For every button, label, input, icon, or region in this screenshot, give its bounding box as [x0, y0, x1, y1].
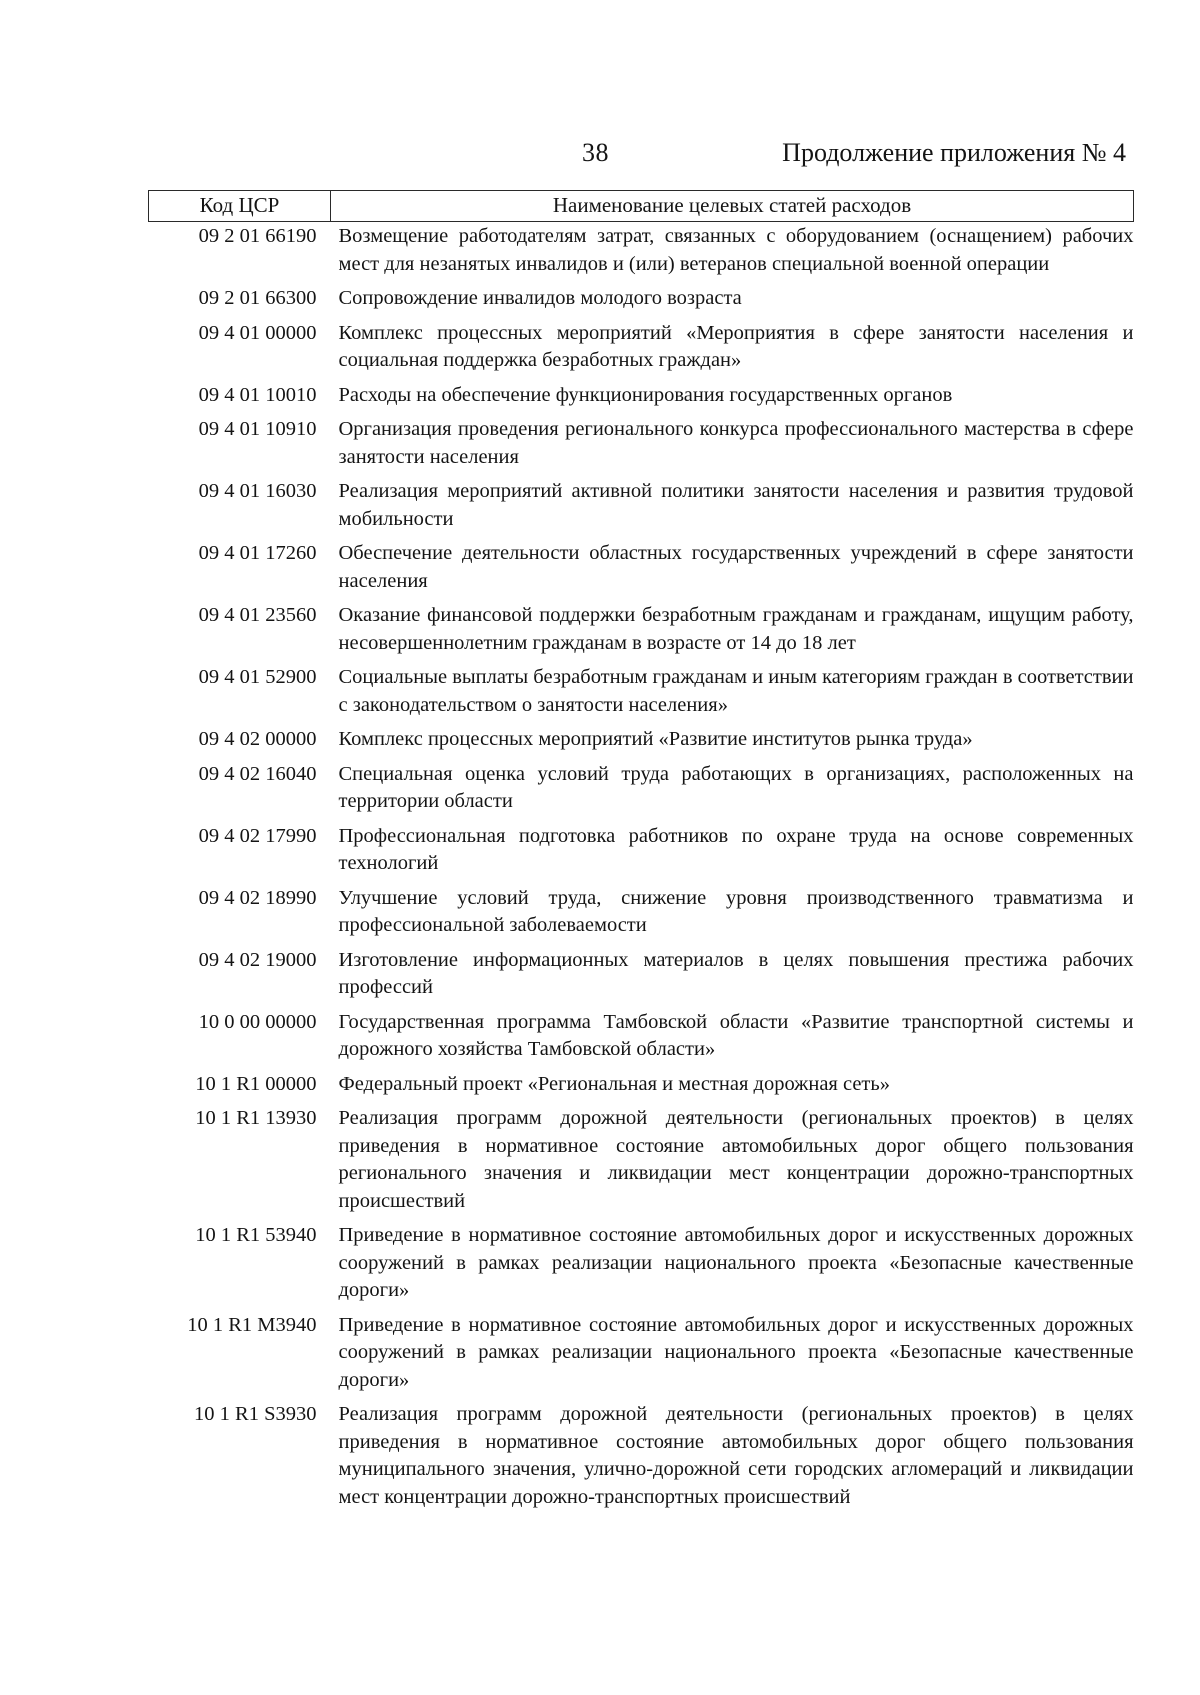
row-code: 09 4 01 10910: [198, 418, 317, 440]
table-row: [149, 601, 1134, 663]
table-row: [149, 760, 1134, 822]
row-code: 10 0 00 00000: [198, 1010, 317, 1033]
row-code: 10 1 R1 M3940: [187, 1313, 317, 1336]
row-code: 09 4 02 00000: [198, 728, 317, 750]
page-number: 38: [582, 138, 609, 167]
row-name: Возмещение работодателям затрат, связанных с оборудованием (оснащением) рабочих мест для незанятых инвалидов и (или) ветеранов специальной военной операции: [338, 225, 1134, 275]
row-code: 09 4 02 19000: [198, 948, 317, 971]
row-code: 09 2 01 66190: [198, 225, 317, 247]
row-code: 10 1 R1 S3930: [194, 1403, 317, 1425]
row-name: Обеспечение деятельности областных государственных учреждений в сфере занятости населения: [338, 542, 1134, 592]
table-row: [149, 1070, 1134, 1105]
row-code: 09 4 01 52900: [198, 666, 317, 688]
table-header-row: [149, 191, 1134, 222]
target-expense-table: [148, 190, 1134, 1517]
row-code: 09 4 02 16040: [198, 762, 317, 785]
row-name: Организация проведения регионального конкурса профессионального мастерства в сфере занятости населения: [338, 418, 1134, 468]
row-name: Комплекс процессных мероприятий «Развитие институтов рынка труда»: [338, 728, 973, 750]
table-row: [149, 1400, 1134, 1517]
table-row: [149, 946, 1134, 1008]
table-row: [149, 477, 1134, 539]
row-code: 09 4 01 10010: [198, 383, 317, 406]
table-row: [149, 884, 1134, 946]
row-code: 09 4 02 18990: [198, 886, 317, 909]
row-name: Оказание финансовой поддержки безработным гражданам и гражданам, ищущим работу, несовершеннолетним гражданам в возрасте от 14 до 18 лет: [338, 604, 1134, 654]
row-code: 09 4 01 23560: [198, 604, 317, 626]
row-name: Реализация программ дорожной деятельности (региональных проектов) в целях приведения в нормативное состояние автомобильных дорог общего пользования регионального значения и ликвидации мест концентрации дорожно-транспортных происшествий: [338, 1107, 1134, 1212]
row-code: 09 2 01 66300: [198, 287, 317, 309]
row-name: Комплекс процессных мероприятий «Мероприятия в сфере занятости населения и социальная поддержка безработных граждан»: [338, 321, 1134, 371]
table-row: [149, 1008, 1134, 1070]
row-name: Приведение в нормативное состояние автомобильных дорог и искусственных дорожных сооружений в рамках реализации национального проекта «Безопасные качественные дороги»: [338, 1313, 1134, 1391]
row-code: 10 1 R1 00000: [195, 1072, 317, 1095]
row-code: 09 4 01 16030: [198, 480, 317, 502]
table-row: [149, 1311, 1134, 1401]
row-code: 09 4 02 17990: [198, 824, 317, 847]
row-name: Реализация мероприятий активной политики занятости населения и развития трудовой мобильности: [338, 480, 1134, 530]
row-name: Приведение в нормативное состояние автомобильных дорог и искусственных дорожных сооружений в рамках реализации национального проекта «Безопасные качественные дороги»: [338, 1224, 1134, 1301]
table-row: [149, 222, 1134, 285]
row-name: Специальная оценка условий труда работающих в организациях, расположенных на территории области: [338, 762, 1134, 812]
row-name: Государственная программа Тамбовской области «Развитие транспортной системы и дорожного хозяйства Тамбовской области»: [338, 1010, 1134, 1060]
row-name: Профессиональная подготовка работников по охране труда на основе современных технологий: [338, 824, 1134, 874]
row-name: Федеральный проект «Региональная и местная дорожная сеть»: [338, 1072, 890, 1095]
row-name: Реализация программ дорожной деятельности (региональных проектов) в целях приведения в нормативное состояние автомобильных дорог общего пользования муниципального значения, улично-дорожной сети городских агломераций и ликвидации мест концентрации дорожно-транспортных происшествий: [338, 1403, 1134, 1508]
table-row: [149, 725, 1134, 760]
appendix-continuation-title: Продолжение приложения № 4: [782, 138, 1126, 167]
row-name: Социальные выплаты безработным гражданам и иным категориям граждан в соответствии с законодательством о занятости населения»: [338, 666, 1134, 716]
table-row: [149, 539, 1134, 601]
table-row: [149, 822, 1134, 884]
table-row: [149, 284, 1134, 319]
row-code: 10 1 R1 53940: [195, 1224, 317, 1246]
table-row: [149, 1104, 1134, 1221]
column-header-code: Код ЦСР: [149, 191, 331, 222]
table-row: [149, 381, 1134, 416]
table-row: [149, 663, 1134, 725]
table-row: [149, 1221, 1134, 1311]
column-header-name: Наименование целевых статей расходов: [331, 191, 1134, 222]
row-name: Сопровождение инвалидов молодого возраста: [338, 287, 742, 309]
row-code: 09 4 01 00000: [198, 321, 317, 344]
row-code: 10 1 R1 13930: [195, 1107, 317, 1129]
row-code: 09 4 01 17260: [198, 542, 317, 564]
row-name: Расходы на обеспечение функционирования государственных органов: [338, 383, 953, 406]
row-name: Улучшение условий труда, снижение уровня производственного травматизма и профессиональной заболеваемости: [338, 886, 1134, 936]
table-row: [149, 319, 1134, 381]
row-name: Изготовление информационных материалов в целях повышения престижа рабочих профессий: [338, 948, 1134, 998]
table-row: [149, 415, 1134, 477]
